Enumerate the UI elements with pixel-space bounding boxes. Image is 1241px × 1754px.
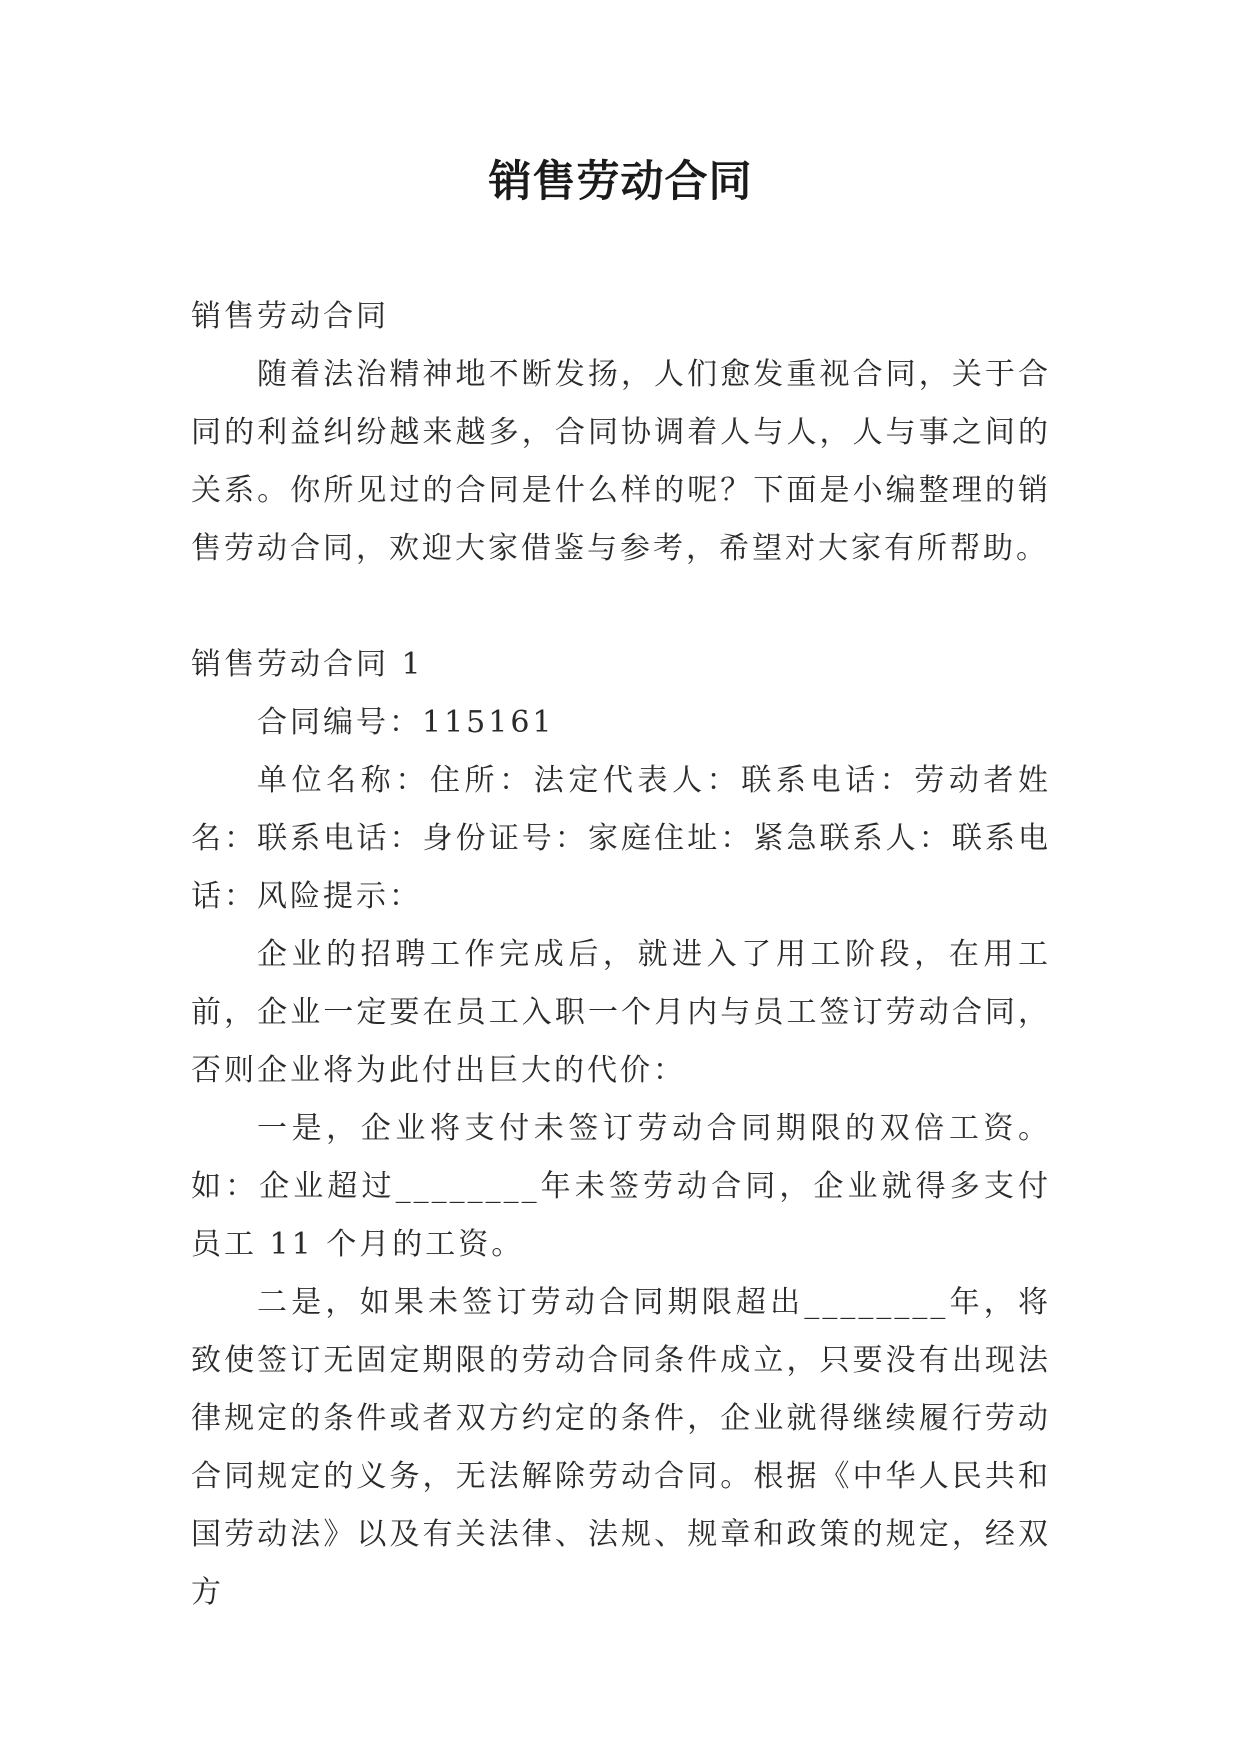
document-title: 销售劳动合同 [488, 157, 753, 207]
intro-paragraph: 随着法治精神地不断发扬，人们愈发重视合同，关于合同的利益纠纷越来越多，合同协调着人与人，人与事之间的关系。你所见过的合同是什么样的呢？下面是小编整理的销售劳动合同，欢迎大家借鉴与参考，希望对大家有所帮助。 [191, 357, 1051, 566]
subtitle: 销售劳动合同 [191, 299, 389, 334]
parties-paragraph: 单位名称：住所：法定代表人：联系电话：劳动者姓名：联系电话：身份证号：家庭住址：紧急联系人：联系电话：风险提示： [191, 763, 1051, 914]
point-two-paragraph: 二是，如果未签订劳动合同期限超出________年，将致使签订无固定期限的劳动合同条件成立，只要没有出现法律规定的条件或者双方约定的条件，企业就得继续履行劳动合同规定的义务，无法解除劳动合同。根据《中华人民共和国劳动法》以及有关法律、法规、规章和政策的规定，经双方 [191, 1285, 1051, 1610]
document-body [191, 288, 1051, 1622]
risk-intro-paragraph: 企业的招聘工作完成后，就进入了用工阶段，在用工前，企业一定要在员工入职一个月内与员工签订劳动合同，否则企业将为此付出巨大的代价： [191, 937, 1051, 1088]
section-heading: 销售劳动合同 1 [191, 647, 424, 682]
contract-number: 合同编号：115161 [257, 705, 555, 740]
paragraph-gap [191, 578, 1051, 636]
point-one-paragraph: 一是，企业将支付未签订劳动合同期限的双倍工资。如：企业超过________年未签劳动合同，企业就得多支付员工 11 个月的工资。 [191, 1111, 1051, 1262]
